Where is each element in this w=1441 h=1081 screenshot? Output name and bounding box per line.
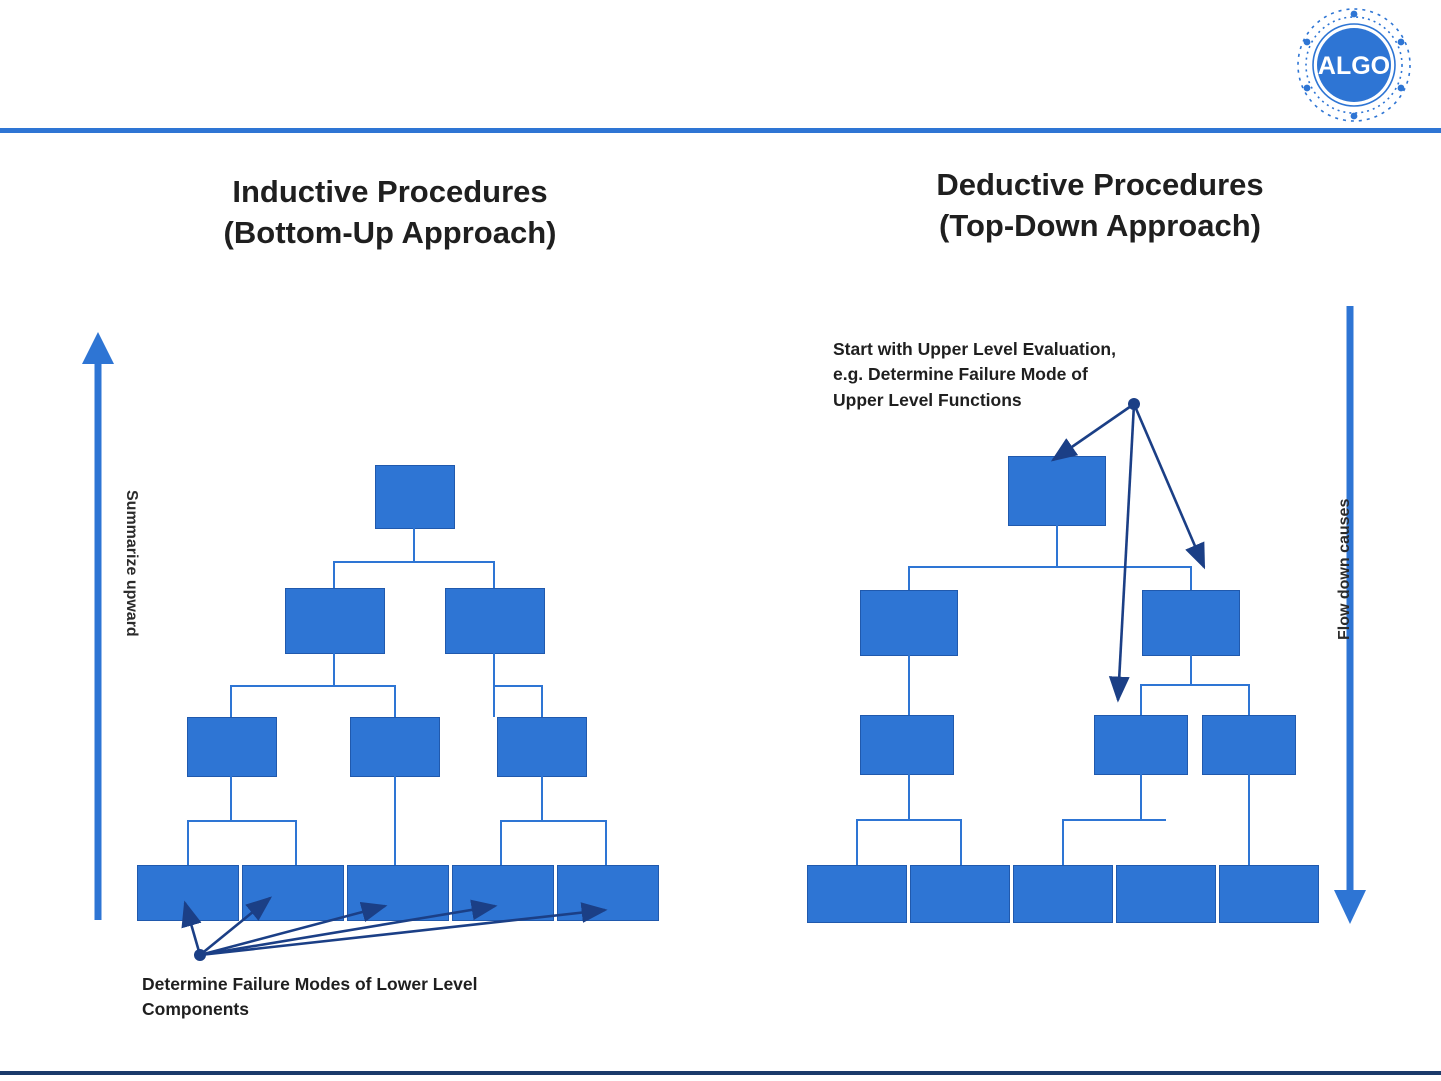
left-connector-l1-bus	[333, 561, 495, 563]
right-connector-l2-2-bus	[1140, 684, 1248, 686]
right-connector-l3-1-bus	[856, 819, 960, 821]
right-connector-l3-2-bus	[1062, 819, 1166, 821]
right-panel-title	[810, 165, 1390, 247]
right-connector-l2-1-up	[908, 566, 910, 590]
right-connector-l4-3-up	[1062, 819, 1064, 865]
left-connector-l4-5-up	[605, 820, 607, 865]
header-divider	[0, 128, 1441, 133]
right-node-l3-2	[1094, 715, 1188, 775]
left-connector-l1-down	[413, 527, 415, 561]
right-node-l1-1	[1008, 456, 1106, 526]
left-title-line-2: (Bottom-Up Approach)	[223, 214, 557, 250]
right-node-l3-1	[860, 715, 954, 775]
footer-divider	[0, 1071, 1441, 1075]
right-connector-l1-bus	[908, 566, 1190, 568]
left-connector-l2-1-up	[333, 561, 335, 588]
left-node-l4-3	[347, 865, 449, 921]
right-node-l4-5	[1219, 865, 1319, 923]
right-connector-l1-down	[1056, 524, 1058, 566]
left-panel-title	[120, 172, 660, 254]
left-node-l4-2	[242, 865, 344, 921]
right-node-l4-2	[910, 865, 1010, 923]
lower-level-annotation	[142, 972, 662, 1023]
right-connector-l3-3-down	[1248, 773, 1250, 865]
right-node-l4-4	[1116, 865, 1216, 923]
left-connector-l3-2-up	[394, 685, 396, 717]
left-connector-l4-2-up	[295, 820, 297, 865]
upper-level-annotation-line-3: Upper Level Functions	[833, 389, 1022, 410]
lower-level-annotation-line-1: Determine Failure Modes of Lower Level	[142, 974, 478, 994]
right-connector-l2-1-down	[908, 654, 910, 715]
left-connector-l4-1-up	[187, 820, 189, 865]
lower-level-annotation-line-2: Components	[142, 999, 249, 1020]
left-connector-l3-1-bus	[187, 820, 295, 822]
upper-level-annotation	[833, 337, 1303, 413]
algo-circle-logo	[1289, 6, 1419, 124]
right-connector-l3-3-up	[1248, 684, 1250, 715]
left-node-l4-5	[557, 865, 659, 921]
left-connector-l3-3-down	[541, 775, 543, 820]
right-node-l2-1	[860, 590, 958, 656]
left-connector-l2-2-bus	[493, 685, 541, 687]
left-connector-l2-2-up	[493, 561, 495, 588]
summarize-upward-arrow	[76, 330, 120, 920]
left-node-l2-1	[285, 588, 385, 654]
left-connector-l3-2-down	[394, 775, 396, 865]
right-connector-l4-2-up	[960, 819, 962, 865]
left-node-l4-4	[452, 865, 554, 921]
left-node-l3-3	[497, 717, 587, 777]
upper-level-annotation-line-2: e.g. Determine Failure Mode of	[833, 364, 1088, 385]
right-connector-l3-2-down	[1140, 773, 1142, 819]
flow-down-causes-label: Flow down causes	[1336, 498, 1353, 640]
right-connector-l3-1-down	[908, 773, 910, 819]
left-title-line-1: Inductive Procedures	[232, 174, 548, 209]
right-title-line-1: Deductive Procedures	[936, 167, 1264, 202]
left-connector-l2-1-bus	[230, 685, 395, 687]
left-connector-l3-1-down	[230, 775, 232, 820]
upper-level-annotation-line-1: Start with Upper Level Evaluation,	[833, 339, 1116, 359]
right-connector-l2-2-down	[1190, 654, 1192, 684]
right-node-l4-1	[807, 865, 907, 923]
left-connector-l3-3-bus	[500, 820, 605, 822]
left-connector-l4-4-up	[500, 820, 502, 865]
right-node-l4-3	[1013, 865, 1113, 923]
left-node-l2-2	[445, 588, 545, 654]
right-connector-l2-2-up	[1190, 566, 1192, 590]
left-node-l3-1	[187, 717, 277, 777]
inductive-diagram	[60, 300, 720, 1040]
right-node-l2-2	[1142, 590, 1240, 656]
right-node-l3-3	[1202, 715, 1296, 775]
right-title-line-2: (Top-Down Approach)	[939, 207, 1261, 243]
summarize-upward-label: Summarize upward	[123, 490, 140, 637]
left-node-l3-2	[350, 717, 440, 777]
left-connector-l2-1-down	[333, 652, 335, 685]
left-node-l4-1	[137, 865, 239, 921]
left-node-l1-1	[375, 465, 455, 529]
left-connector-l3-1-up	[230, 685, 232, 717]
right-connector-l4-1-up	[856, 819, 858, 865]
right-connector-l3-2-up	[1140, 684, 1142, 715]
logo-text: ALGO	[1317, 52, 1391, 80]
left-connector-l3-3-up	[541, 685, 543, 717]
